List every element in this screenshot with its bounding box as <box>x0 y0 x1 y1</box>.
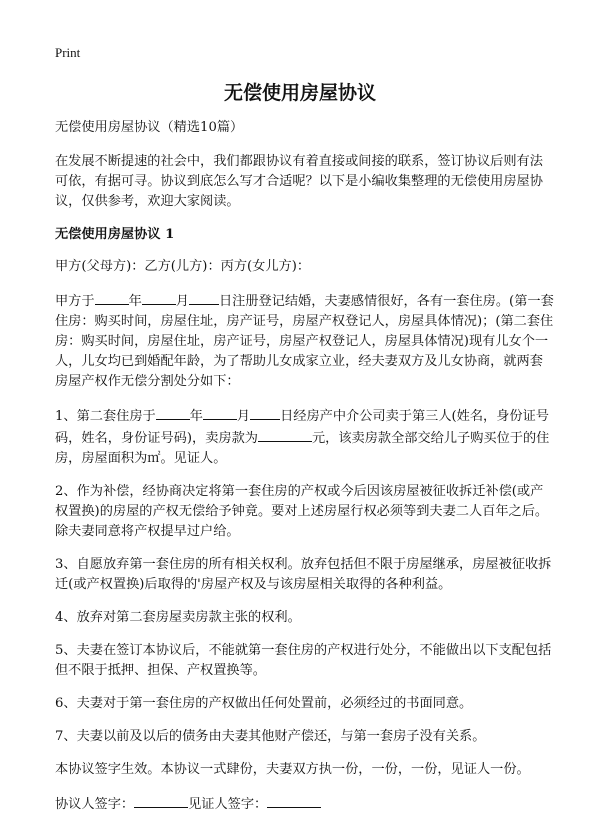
month-blank <box>142 290 176 305</box>
witness-signature-label: 见证人签字： <box>188 797 268 812</box>
clause-1-month-label: 月 <box>236 409 251 424</box>
year-blank <box>95 290 129 305</box>
clause-1-post: 元，该卖房款全部交给儿子购买位于的住房，房屋面积为㎡。见证人。 <box>55 431 550 466</box>
signature-line <box>55 793 555 815</box>
clause-1-year-blank <box>156 405 190 420</box>
price-blank <box>258 427 312 442</box>
month-label: 月 <box>175 294 189 309</box>
section-heading: 无偿使用房屋协议 1 <box>55 227 175 242</box>
day-blank <box>189 290 219 305</box>
clause-1-pre: 1、第二套住房于 <box>55 409 156 424</box>
clause-1 <box>55 405 555 469</box>
effect-paragraph: 本协议签字生效。本协议一式肆份，夫妻双方执一份，一份，一份，见证人一份。 <box>55 762 530 777</box>
clause-4: 4、放弃对第二套房屋卖房款主张的权利。 <box>55 610 301 625</box>
marriage-text-pre: 甲方于 <box>55 294 95 309</box>
page-title: 无偿使用房屋协议 <box>223 82 376 104</box>
clause-2: 2、作为补偿，经协商决定将第一套住房的产权或今后因该房屋被征收拆迁补偿(或产权置换)的房屋的产权无偿给予钟竟。要对上述房屋行权必须等到夫妻二人百年之后。除夫妻同意将产权提早过户给。 <box>55 484 549 539</box>
year-label: 年 <box>128 294 142 309</box>
clause-1-year-label: 年 <box>189 409 203 424</box>
clause-7: 7、夫妻以前及以后的债务由夫妻其他财产偿还，与第一套房子没有关系。 <box>55 729 486 744</box>
clause-3: 3、自愿放弃第一套住房的所有相关权利。放弃包括但不限于房屋继承，房屋被征收拆迁(或产权置换)后取得的'房屋产权及与该房屋相关取得的各种利益。 <box>55 557 552 592</box>
clause-5: 5、夫妻在签订本协议后，不能就第一套住房的产权进行处分，不能做出以下支配包括但不限于抵押、担保、产权置换等。 <box>55 643 552 678</box>
marriage-paragraph <box>55 290 555 392</box>
party-signature-label: 协议人签字： <box>55 797 135 812</box>
parties-line: 甲方(父母方)：乙方(儿方)：丙方(女儿方)： <box>55 259 311 274</box>
document-subtitle: 无偿使用房屋协议（精选10篇） <box>55 120 244 135</box>
clause-1-month-blank <box>203 405 237 420</box>
marriage-text-post: 日注册登记结婚，夫妻感情很好，各有一套住房。(第一套住房：购买时间，房屋住址，房产证号，房屋产权登记人，房屋具体情况)；(第二套住房：购买时间，房屋住址，房产证号，房屋产权登记人，房屋具体情况)现有儿女个一人，儿女均已到婚配年龄，为了帮助儿女成家立业，经夫妻双方及儿女协商，就两套房屋产权作无偿分割处分如下： <box>55 294 554 389</box>
clause-1-mid: 日经房产中介公司卖于第三人(姓名，身份证号码，姓名，身份证号码)，卖房款为 <box>55 409 549 446</box>
document-body <box>55 118 555 828</box>
intro-paragraph: 在发展不断提速的社会中，我们都跟协议有着直接或间接的联系，签订协议后则有法可依，有据可寻。协议到底怎么写才合适呢？以下是小编收集整理的无偿使用房屋协议，仅供参考，欢迎大家阅读。 <box>55 154 543 209</box>
witness-signature-blank <box>267 793 321 808</box>
party-signature-blank <box>134 793 188 808</box>
print-link[interactable]: Print <box>55 45 81 60</box>
clause-1-day-blank <box>250 405 280 420</box>
clause-6: 6、夫妻对于第一套住房的产权做出任何处置前，必须经过的书面同意。 <box>55 696 473 711</box>
